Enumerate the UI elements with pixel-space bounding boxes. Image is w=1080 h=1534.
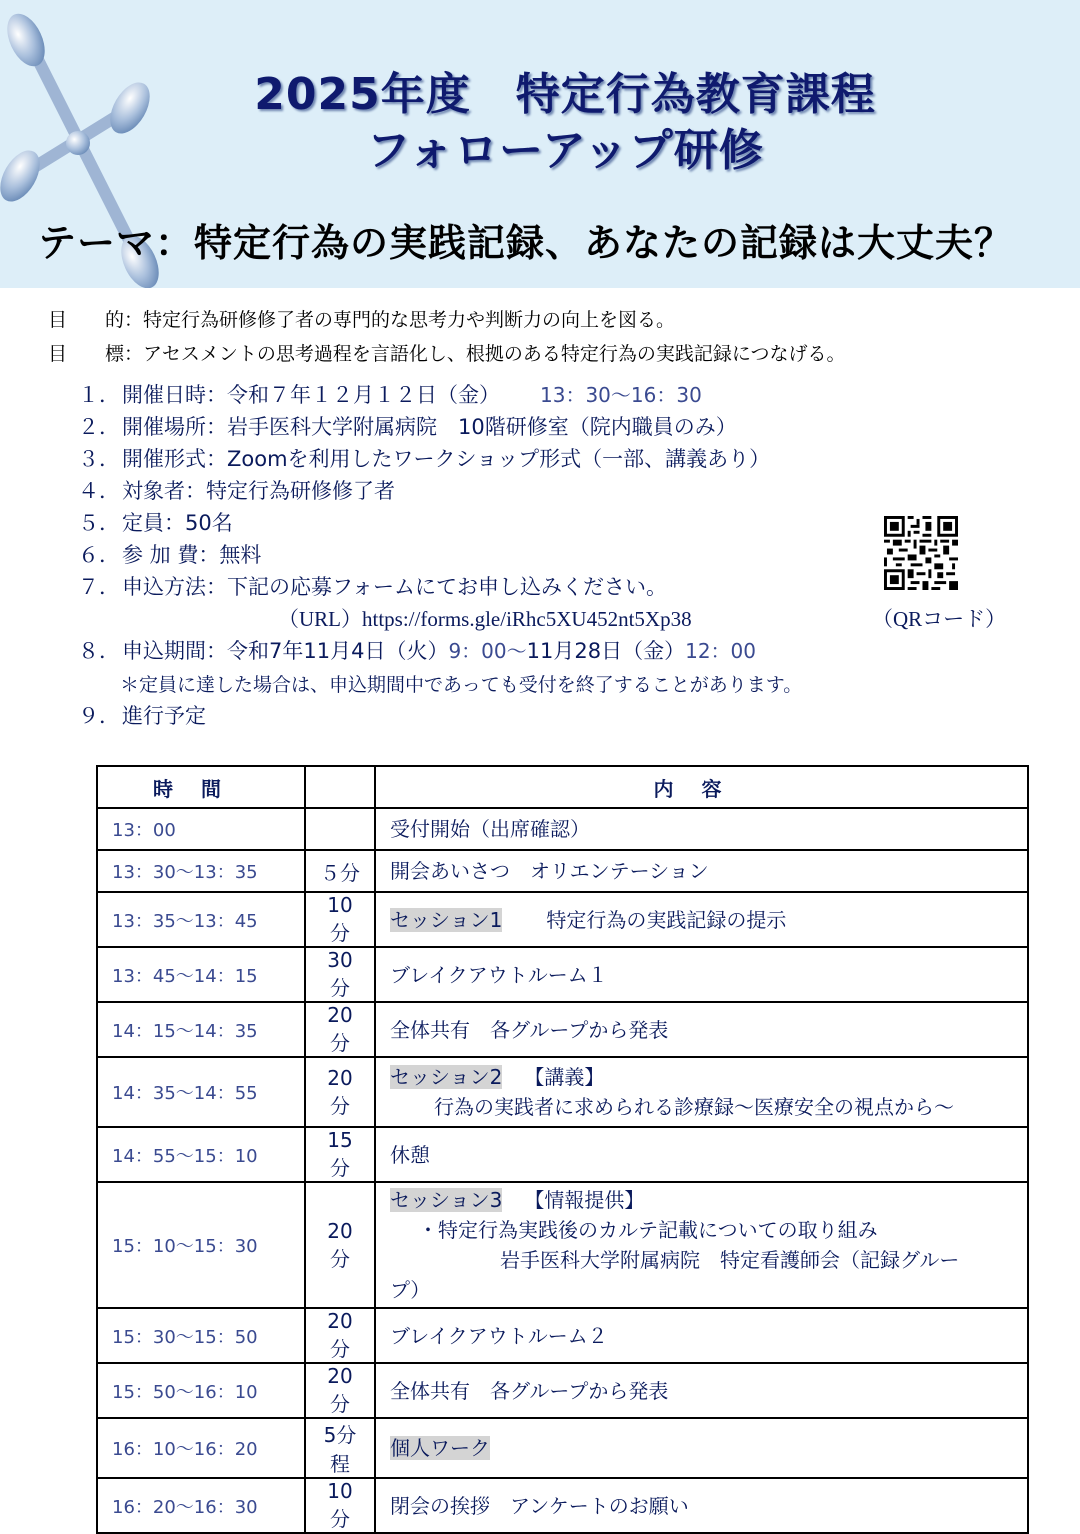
qr-label: （QRコード） bbox=[872, 607, 1007, 631]
session-label: セッション3 bbox=[390, 1188, 503, 1212]
table-row bbox=[97, 947, 1028, 1002]
title-line2: フォローアップ研修 bbox=[366, 125, 764, 176]
table-header-row bbox=[97, 766, 1028, 808]
theme-heading: テーマ：特定行為の実践記録、あなたの記録は大丈夫？ bbox=[38, 221, 1014, 265]
row-duration: 20分 bbox=[305, 1002, 375, 1057]
header-content: 内容 bbox=[375, 766, 1028, 808]
goal-line bbox=[48, 339, 845, 366]
row-duration: 20分 bbox=[305, 1308, 375, 1363]
item-application bbox=[78, 571, 667, 601]
item-value: 下記の応募フォームにてお申し込みください。 bbox=[227, 575, 667, 599]
item-value: 特定行為研修修了者 bbox=[206, 479, 395, 503]
goal-key: 目 標： bbox=[48, 343, 144, 365]
item-number: ４． bbox=[78, 479, 120, 503]
objective-text: 特定行為研修修了者の専門的な思考力や判断力の向上を図る。 bbox=[143, 309, 676, 331]
row-time: 14：35〜14：55 bbox=[97, 1057, 305, 1127]
item-value: 令和7年11月4日（火） bbox=[227, 639, 449, 663]
row-time: 13：30〜13：35 bbox=[97, 850, 305, 892]
item-fee bbox=[78, 539, 261, 569]
row-duration: ５分 bbox=[305, 850, 375, 892]
row-duration: 20分 bbox=[305, 1182, 375, 1308]
row-content: ブレイクアウトルーム２ bbox=[375, 1308, 1028, 1363]
table-row bbox=[97, 1418, 1028, 1478]
session-presenter-cont: プ） bbox=[390, 1278, 431, 1302]
item-label: 対象者： bbox=[122, 479, 206, 503]
row-time: 16：10〜16：20 bbox=[97, 1418, 305, 1478]
row-duration: 15分 bbox=[305, 1127, 375, 1182]
item-label: 参 加 費： bbox=[122, 543, 220, 567]
table-row bbox=[97, 850, 1028, 892]
row-duration: 10分 bbox=[305, 892, 375, 947]
item-number: ３． bbox=[78, 447, 120, 471]
item-number: ９． bbox=[78, 704, 120, 728]
table-row bbox=[97, 1182, 1028, 1308]
row-time: 13：00 bbox=[97, 808, 305, 850]
item-number: １． bbox=[78, 383, 120, 407]
session-topic: 行為の実践者に求められる診療録〜医療安全の視点から〜 bbox=[434, 1095, 954, 1119]
header-duration bbox=[305, 766, 375, 808]
session-label: セッション1 bbox=[390, 907, 503, 932]
row-content bbox=[375, 1182, 1028, 1308]
item-number: ６． bbox=[78, 543, 120, 567]
item-capacity bbox=[78, 507, 233, 537]
table-row bbox=[97, 1308, 1028, 1363]
row-duration: 5分程 bbox=[305, 1418, 375, 1478]
header-time: 時間 bbox=[97, 766, 305, 808]
table-row bbox=[97, 1478, 1028, 1533]
item-date bbox=[78, 379, 702, 409]
row-content bbox=[375, 892, 1028, 947]
item-number: ５． bbox=[78, 511, 120, 535]
session-label: 個人ワーク bbox=[390, 1436, 490, 1460]
row-content: 休憩 bbox=[375, 1127, 1028, 1182]
row-duration: 20分 bbox=[305, 1363, 375, 1418]
row-time: 15：30〜15：50 bbox=[97, 1308, 305, 1363]
item-schedule-heading bbox=[78, 700, 206, 730]
item-label: 申込期間： bbox=[122, 639, 227, 663]
row-content: 受付開始（出席確認） bbox=[375, 808, 1028, 850]
objective-line bbox=[48, 305, 675, 332]
row-content: 閉会の挨拶 アンケートのお願い bbox=[375, 1478, 1028, 1533]
item-value: 岩手医科大学附属病院 10階研修室（院内職員のみ） bbox=[227, 415, 737, 439]
row-duration: 20分 bbox=[305, 1057, 375, 1127]
session-topic: ・特定行為実践後のカルテ記載についての取り組み bbox=[418, 1218, 878, 1242]
item-number: ７． bbox=[78, 575, 120, 599]
row-content: 全体共有 各グループから発表 bbox=[375, 1363, 1028, 1418]
qr-code-icon[interactable] bbox=[884, 516, 958, 590]
row-time: 15：50〜16：10 bbox=[97, 1363, 305, 1418]
item-time: 13：30〜16：30 bbox=[540, 383, 702, 407]
row-time: 14：15〜14：35 bbox=[97, 1002, 305, 1057]
session-topic: 特定行為の実践記録の提示 bbox=[546, 907, 787, 932]
item-value: 令和７年１２月１２日（金） bbox=[227, 383, 500, 407]
row-content bbox=[375, 1057, 1028, 1127]
item-value: Zoomを利用したワークショップ形式（一部、講義あり） bbox=[227, 447, 771, 471]
row-time: 13：45〜14：15 bbox=[97, 947, 305, 1002]
row-duration bbox=[305, 808, 375, 850]
item-value: 50名 bbox=[185, 511, 233, 535]
session-presenter: 岩手医科大学附属病院 特定看護師会（記録グルー bbox=[500, 1248, 960, 1272]
item-number: ２． bbox=[78, 415, 120, 439]
goal-text: アセスメントの思考過程を言語化し、根拠のある特定行為の実践記録につなげる。 bbox=[143, 343, 846, 365]
row-time: 16：20〜16：30 bbox=[97, 1478, 305, 1533]
table-row bbox=[97, 1002, 1028, 1057]
session-label: セッション2 bbox=[390, 1065, 503, 1089]
session-tag: 【講義】 bbox=[524, 1065, 605, 1089]
title-line1: 2025年度 特定行為教育課程 bbox=[254, 69, 876, 120]
application-url-link[interactable]: （URL）https://forms.gle/iRhc5XU452nt5Xp38 bbox=[278, 607, 692, 631]
item-value: 11月28日（金） bbox=[526, 639, 686, 663]
row-duration: 30分 bbox=[305, 947, 375, 1002]
item-venue bbox=[78, 411, 737, 441]
row-time: 13：35〜13：45 bbox=[97, 892, 305, 947]
row-content bbox=[375, 1418, 1028, 1478]
table-row bbox=[97, 1057, 1028, 1127]
item-time: 9：00〜 bbox=[448, 639, 527, 663]
capacity-note: ＊定員に達した場合は、申込期間中であっても受付を終了することがあります。 bbox=[120, 674, 803, 696]
row-content: ブレイクアウトルーム１ bbox=[375, 947, 1028, 1002]
item-period bbox=[78, 635, 756, 665]
table-row bbox=[97, 1127, 1028, 1182]
header-banner bbox=[0, 0, 1080, 288]
item-label: 開催日時： bbox=[122, 383, 227, 407]
table-row bbox=[97, 892, 1028, 947]
row-time: 15：10〜15：30 bbox=[97, 1182, 305, 1308]
item-time: 12：00 bbox=[685, 639, 756, 663]
table-row bbox=[97, 808, 1028, 850]
item-label: 開催場所： bbox=[122, 415, 227, 439]
item-label: 開催形式： bbox=[122, 447, 227, 471]
item-label: 進行予定 bbox=[122, 704, 206, 728]
item-format bbox=[78, 443, 770, 473]
row-content: 全体共有 各グループから発表 bbox=[375, 1002, 1028, 1057]
row-time: 14：55〜15：10 bbox=[97, 1127, 305, 1182]
table-row bbox=[97, 1363, 1028, 1418]
item-number: ８． bbox=[78, 639, 120, 663]
objective-key: 目 的： bbox=[48, 309, 144, 331]
schedule-table bbox=[96, 765, 1029, 1534]
item-label: 定員： bbox=[122, 511, 185, 535]
row-content: 開会あいさつ オリエンテーション bbox=[375, 850, 1028, 892]
item-label: 申込方法： bbox=[122, 575, 227, 599]
item-value: 無料 bbox=[219, 543, 262, 567]
session-tag: 【情報提供】 bbox=[524, 1188, 645, 1212]
item-target bbox=[78, 475, 395, 505]
row-duration: 10分 bbox=[305, 1478, 375, 1533]
